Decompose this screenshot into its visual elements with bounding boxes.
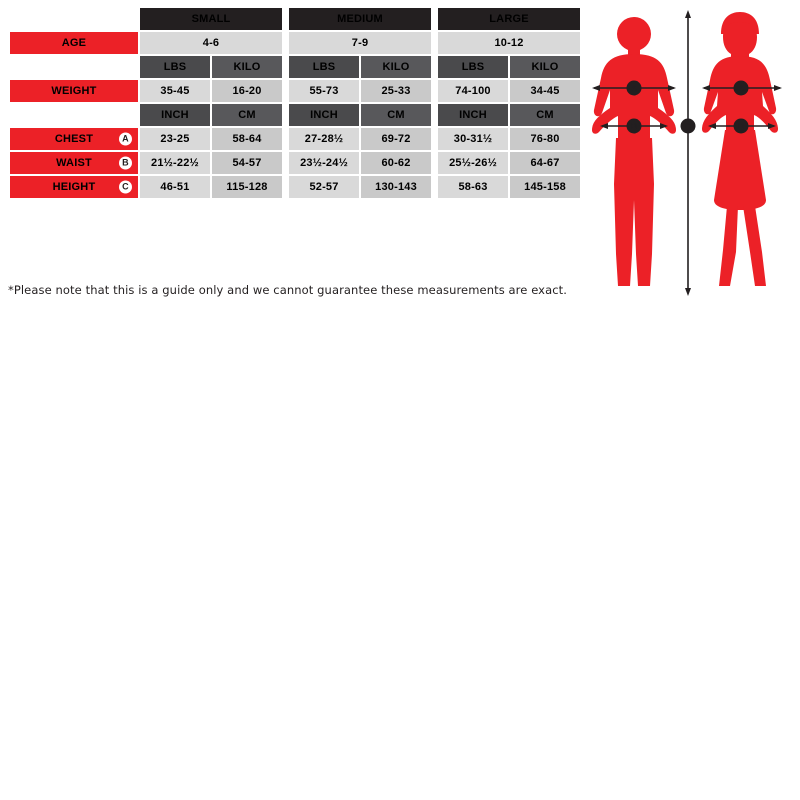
cell-weight-kilo-medium: 25-33 [361,80,431,102]
subheader-cm-medium: CM [361,104,431,126]
subheader-cm-large: CM [510,104,580,126]
cell-waist-cm-small: 54-57 [212,152,282,174]
table-row-waist [10,152,580,174]
row-label-waist-text: WAIST [56,157,92,169]
column-header-medium: MEDIUM [289,8,431,30]
cell-height-inch-large: 58-63 [438,176,508,198]
table-row-size-headers [10,8,580,30]
row-label-weight: WEIGHT [10,80,138,102]
row-label-chest [10,128,138,150]
cell-waist-inch-large: 25½-26½ [438,152,508,174]
cell-height-cm-medium: 130-143 [361,176,431,198]
male-chest-badge [627,81,642,96]
cell-height-inch-small: 46-51 [140,176,210,198]
cell-weight-lbs-small: 35-45 [140,80,210,102]
table-row-weight [10,80,580,102]
male-figure [592,17,676,286]
subheader-inch-large: INCH [438,104,508,126]
gap-4 [433,32,436,54]
cell-age-small: 4-6 [140,32,282,54]
table-row-weight-units [10,56,580,78]
gap-16 [433,176,436,198]
cell-age-large: 10-12 [438,32,580,54]
height-measure-line [681,10,696,296]
cell-weight-kilo-large: 34-45 [510,80,580,102]
column-header-small: SMALL [140,8,282,30]
subheader-kilo-medium: KILO [361,56,431,78]
header-spacer [10,8,138,30]
row-label-length-units [10,104,138,126]
row-label-age: AGE [10,32,138,54]
gap-9 [284,104,287,126]
row-label-weight-units [10,56,138,78]
cell-chest-inch-medium: 27-28½ [289,128,359,150]
female-waist-badge [734,119,749,134]
column-header-large: LARGE [438,8,580,30]
cell-weight-lbs-large: 74-100 [438,80,508,102]
cell-height-cm-small: 115-128 [212,176,282,198]
height-badge-label: C [684,121,692,132]
gap-10 [433,104,436,126]
table-row-age [10,32,580,54]
subheader-kilo-small: KILO [212,56,282,78]
cell-waist-cm-large: 64-67 [510,152,580,174]
female-chest-badge [734,81,749,96]
cell-chest-cm-small: 58-64 [212,128,282,150]
row-label-height-text: HEIGHT [52,181,96,193]
gap-15 [284,176,287,198]
cell-chest-cm-large: 76-80 [510,128,580,150]
subheader-inch-small: INCH [140,104,210,126]
table-row-chest [10,128,580,150]
table-row-height [10,176,580,198]
subheader-lbs-medium: LBS [289,56,359,78]
gap-2 [433,8,436,30]
badge-a-icon: A [119,133,132,146]
cell-chest-inch-large: 30-31½ [438,128,508,150]
gap-14 [433,152,436,174]
cell-weight-kilo-small: 16-20 [212,80,282,102]
gap-6 [433,56,436,78]
subheader-inch-medium: INCH [289,104,359,126]
cell-weight-lbs-medium: 55-73 [289,80,359,102]
gap-5 [284,56,287,78]
male-waist-badge [627,119,642,134]
female-figure [702,12,778,286]
badge-c-icon: C [119,181,132,194]
gap-11 [284,128,287,150]
guide-note: *Please note that this is a guide only and we cannot guarantee these measurements are exact. [8,283,568,297]
female-waist-badge-label: B [737,121,745,132]
cell-waist-inch-medium: 23½-24½ [289,152,359,174]
cell-height-inch-medium: 52-57 [289,176,359,198]
size-chart [8,6,568,200]
measurement-figures [580,4,795,304]
row-label-waist [10,152,138,174]
size-chart-table [8,6,582,200]
subheader-lbs-large: LBS [438,56,508,78]
gap-3 [284,32,287,54]
gap-13 [284,152,287,174]
gap-8 [433,80,436,102]
female-chest-badge-label: A [737,83,745,94]
cell-waist-inch-small: 21½-22½ [140,152,210,174]
cell-height-cm-large: 145-158 [510,176,580,198]
badge-b-icon: B [119,157,132,170]
gap-12 [433,128,436,150]
male-chest-badge-label: A [630,83,638,94]
row-label-chest-text: CHEST [54,133,94,145]
subheader-cm-small: CM [212,104,282,126]
male-waist-badge-label: B [630,121,638,132]
cell-age-medium: 7-9 [289,32,431,54]
row-label-height [10,176,138,198]
cell-chest-inch-small: 23-25 [140,128,210,150]
table-row-length-units [10,104,580,126]
gap-7 [284,80,287,102]
subheader-lbs-small: LBS [140,56,210,78]
cell-chest-cm-medium: 69-72 [361,128,431,150]
subheader-kilo-large: KILO [510,56,580,78]
cell-waist-cm-medium: 60-62 [361,152,431,174]
gap-1 [284,8,287,30]
